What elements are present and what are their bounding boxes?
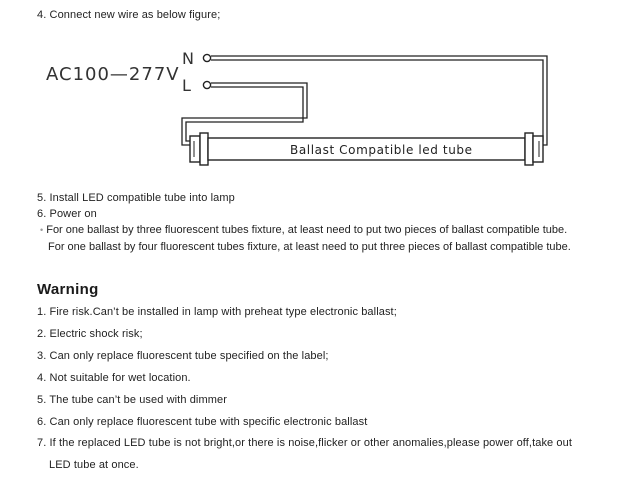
warning-item-1: 1. Fire risk.Can’t be installed in lamp with preheat type electronic ballast;	[37, 306, 397, 318]
warning-item-4: 4. Not suitable for wet location.	[37, 372, 191, 384]
live-label: L	[182, 76, 191, 95]
wiring-diagram	[0, 0, 640, 190]
warning-item-6: 6. Can only replace fluorescent tube with specific electronic ballast	[37, 416, 368, 428]
left-end-cap	[190, 133, 208, 165]
tube-label: Ballast Compatible led tube	[290, 143, 473, 157]
right-end-cap	[525, 133, 543, 165]
warning-item-2: 2. Electric shock risk;	[37, 328, 143, 340]
step-5-text: 5. Install LED compatible tube into lamp	[37, 192, 235, 204]
neutral-wire	[211, 56, 547, 145]
step-6-text: 6. Power on	[37, 208, 97, 220]
live-terminal	[203, 81, 210, 88]
note-line-1-text: For one ballast by three fluorescent tubes fixture, at least need to put two pieces of ballast compatible tube.	[46, 224, 568, 236]
neutral-label: N	[182, 49, 194, 68]
note-line-1	[40, 224, 567, 236]
warning-item-7-continued: LED tube at once.	[49, 459, 139, 471]
warning-item-3: 3. Can only replace fluorescent tube specified on the label;	[37, 350, 329, 362]
voltage-label: AC100—277V	[46, 64, 180, 85]
neutral-terminal	[203, 54, 210, 61]
note-line-2: For one ballast by four fluorescent tubes fixture, at least need to put three pieces of ballast compatible tube.	[48, 241, 571, 253]
step-4-text: 4. Connect new wire as below figure;	[37, 9, 221, 21]
warning-title: Warning	[37, 281, 99, 298]
warning-item-5: 5. The tube can’t be used with dimmer	[37, 394, 227, 406]
warning-item-7: 7. If the replaced LED tube is not bright,or there is noise,flicker or other anomalies,please power off,take out	[37, 437, 573, 449]
note-bullet: •	[40, 225, 44, 235]
